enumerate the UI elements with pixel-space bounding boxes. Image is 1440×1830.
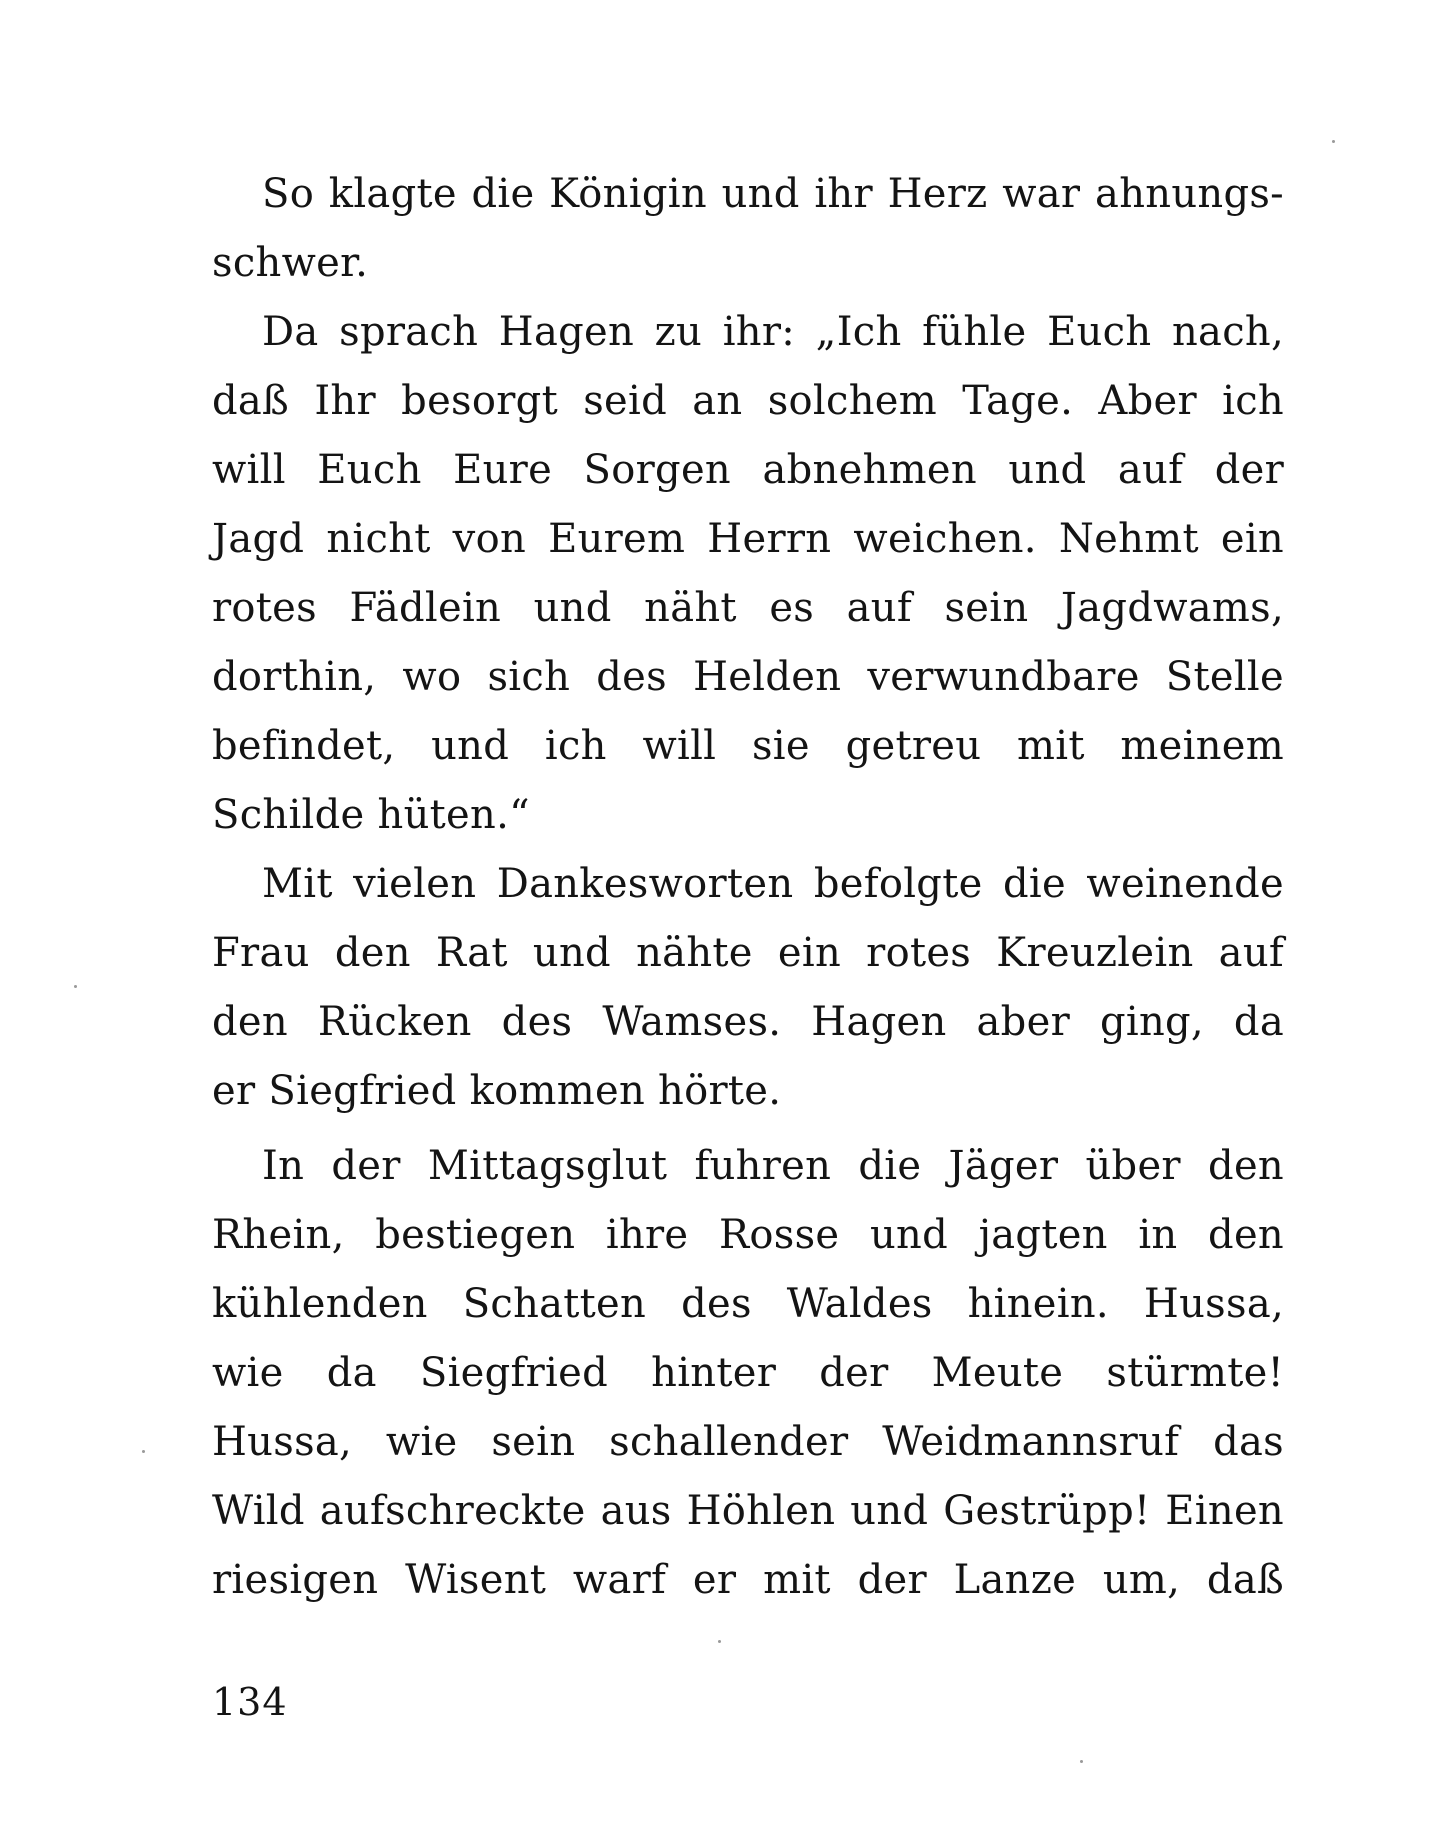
text-line: Wild aufschreckte aus Höhlen und Gestrüpp! Einen xyxy=(212,1488,1284,1534)
text-line: befindet, und ich will sie getreu mit meinem xyxy=(212,723,1284,769)
scan-speck xyxy=(1332,140,1335,143)
scan-speck xyxy=(718,1640,721,1643)
text-line: In der Mittagsglut fuhren die Jäger über den xyxy=(262,1143,1284,1189)
text-line: den Rücken des Wamses. Hagen aber ging, da xyxy=(212,999,1284,1045)
text-line: Schilde hüten.“ xyxy=(212,792,530,838)
text-line: Jagd nicht von Eurem Herrn weichen. Nehmt ein xyxy=(212,516,1284,562)
text-line: er Siegfried kommen hörte. xyxy=(212,1068,782,1114)
text-line: kühlenden Schatten des Waldes hinein. Hussa, xyxy=(212,1281,1284,1327)
text-line: Da sprach Hagen zu ihr: „Ich fühle Euch nach, xyxy=(262,309,1284,355)
text-line: dorthin, wo sich des Helden verwundbare Stelle xyxy=(212,654,1284,700)
body-text xyxy=(212,160,1284,1615)
text-line: So klagte die Königin und ihr Herz war ahnungs- xyxy=(262,171,1284,217)
scan-speck xyxy=(74,985,77,988)
text-line: rotes Fädlein und näht es auf sein Jagdwams, xyxy=(212,585,1284,631)
text-line: schwer. xyxy=(212,240,369,286)
scan-speck xyxy=(1080,1760,1083,1763)
page-number: 134 xyxy=(212,1680,288,1724)
text-line: daß Ihr besorgt seid an solchem Tage. Aber ich xyxy=(212,378,1284,424)
text-line: Rhein, bestiegen ihre Rosse und jagten in den xyxy=(212,1212,1284,1258)
text-line: Mit vielen Dankesworten befolgte die weinende xyxy=(262,861,1284,907)
scan-speck xyxy=(142,1450,145,1453)
text-line: will Euch Eure Sorgen abnehmen und auf der xyxy=(212,447,1284,493)
text-line: Hussa, wie sein schallender Weidmannsruf das xyxy=(212,1419,1284,1465)
text-line: Frau den Rat und nähte ein rotes Kreuzlein auf xyxy=(212,930,1284,976)
text-line: wie da Siegfried hinter der Meute stürmte! xyxy=(212,1350,1284,1396)
text-line: riesigen Wisent warf er mit der Lanze um, daß xyxy=(212,1557,1284,1603)
